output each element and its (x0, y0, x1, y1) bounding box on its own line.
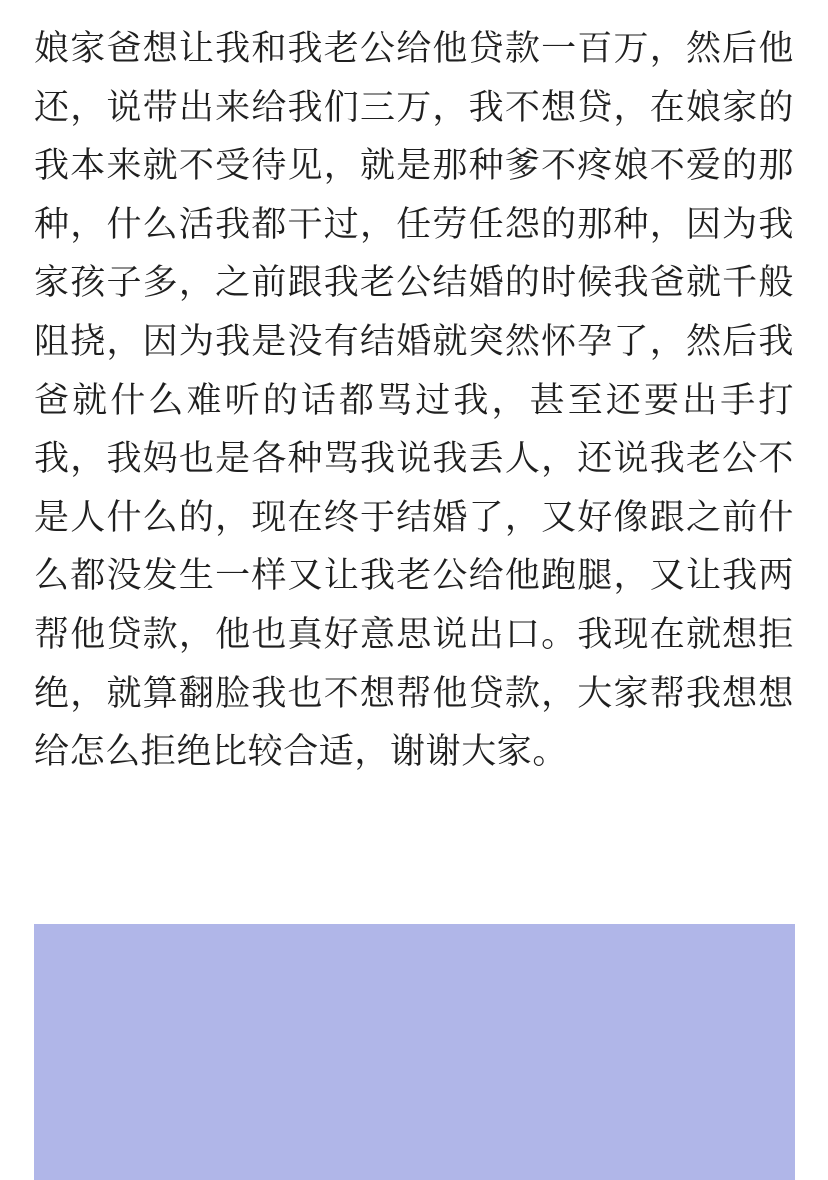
post-body-text: 娘家爸想让我和我老公给他贷款一百万，然后他还，说带出来给我们三万，我不想贷，在娘家的我本来就不受待见，就是那种爹不疼娘不爱的那种，什么活我都干过，任劳任怨的那种，因为我家孩子多，之前跟我老公结婚的时候我爸就千般阻挠，因为我是没有结婚就突然怀孕了，然后我爸就什么难听的话都骂过我，甚至还要出手打我，我妈也是各种骂我说我丢人，还说我老公不是人什么的，现在终于结婚了，又好像跟之前什么都没发生一样又让我老公给他跑腿，又让我两帮他贷款，他也真好意思说出口。我现在就想拒绝，就算翻脸我也不想帮他贷款，大家帮我想想给怎么拒绝比较合适，谢谢大家。 (34, 29, 794, 773)
post-image-placeholder[interactable] (34, 924, 795, 1180)
post-content (34, 20, 794, 782)
